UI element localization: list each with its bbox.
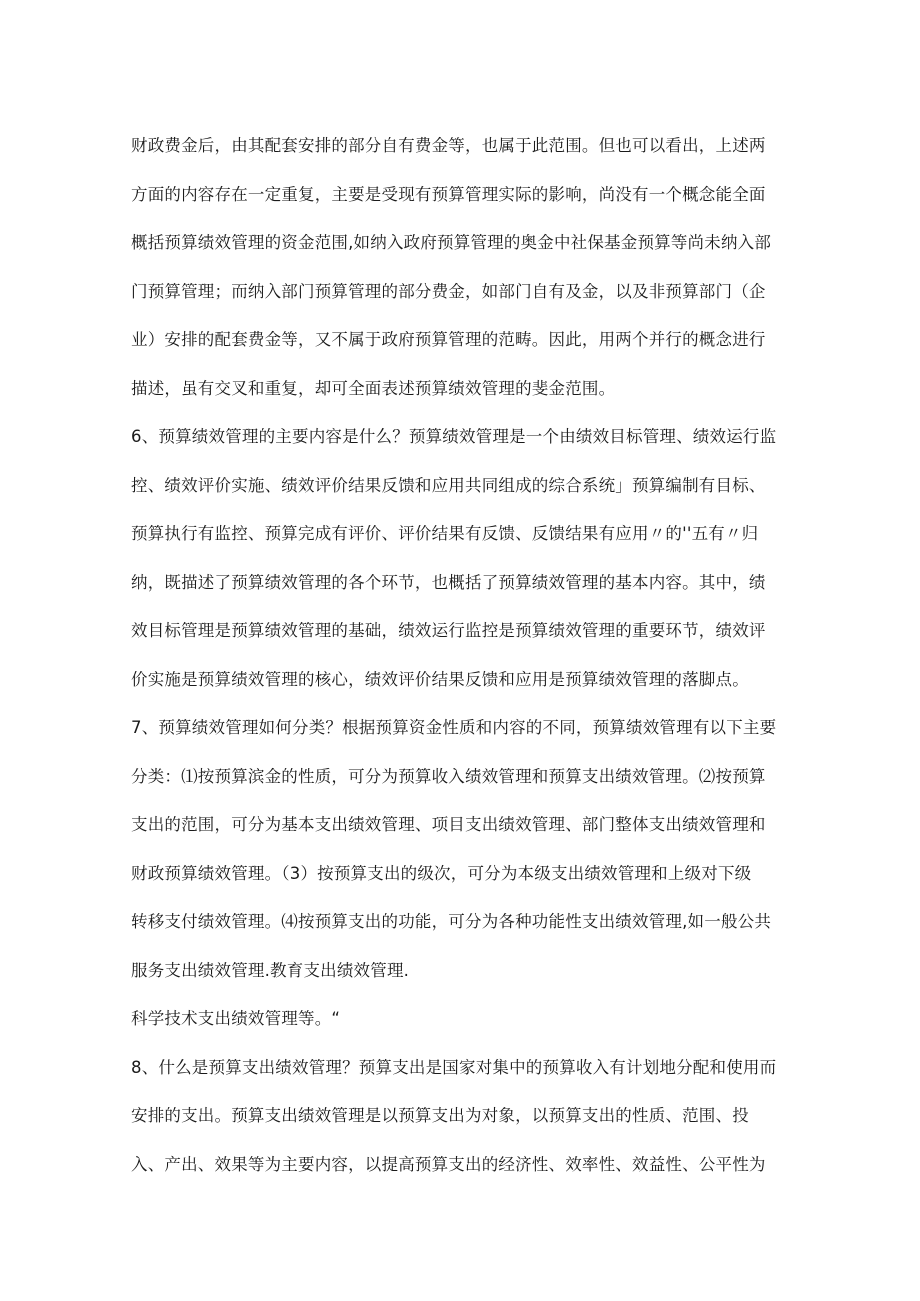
text-line: 纳，既描述了预算绩效管理的各个环节，也概括了预算绩效管理的基本内容。其中，绩 [131,572,766,592]
text-line: 转移支付绩效管理。⑷按预算支出的功能，可分为各种功能性支出绩效管理,如一般公共 [131,912,772,931]
text-line: 安排的支出。预算支出绩效管理是以预算支出为对象，以预算支出的性质、范围、投 [131,1106,749,1125]
text-line: 财政费金后，由其配套安排的部分自有费金等，也属于此范围。但也可以看出，上述两 [131,136,766,155]
text-line: 8、什么是预算支出绩效管理？预算支出是国家对集中的预算收入有计划地分配和使用而 [131,1057,777,1077]
text-line: 6、预算绩效管理的主要内容是什么？预算绩效管理是一个由绩效目标管理、绩效运行监 [131,427,777,446]
text-line: 业）安排的配套费金等，又不属于政府预算管理的范畴。因此，用两个并行的概念进行 [131,330,766,349]
document-body [131,122,791,1189]
text-line: 价实施是预算绩效管理的核心，绩效评价结果反馈和应用是预算绩效管理的落脚点。 [131,669,749,689]
text-line: 财政预算绩效管理。（3）按预算支出的级次，可分为本级支出绩效管理和上级对下级 [131,863,752,883]
text-line: 科学技术支出绩效管理等。“ [131,1009,341,1028]
text-line: 概括预算绩效管理的资金范围,如纳入政府预算管理的奥金中社保基金预算等尚未纳入部 [131,233,772,252]
text-line: 入、产出、效果等为主要内容，以提高预算支出的经济性、效率性、效益性、公平性为 [131,1154,766,1174]
text-line: 支出的范围，可分为基本支出绩效管理、项目支出绩效管理、部门整体支出绩效管理和 [131,815,766,834]
text-line: 分类：⑴按预算滨金的性质，可分为预算收入绩效管理和预算支出绩效管理。⑵按预算 [131,766,766,786]
text-line: 描述，虽有交叉和重复，却可全面表述预算绩效管理的斐金范围。 [131,378,616,398]
text-line: 服务支出绩效管理.教育支出绩效管理. [131,960,410,980]
text-line: 控、绩效评价实施、绩效评价结果反馈和应用共同组成的综合系统」预算编制有目标、 [131,475,766,495]
text-line: 7、预算绩效管理如何分类？根据预算资金性质和内容的不同，预算绩效管理有以下主要 [131,718,777,737]
text-line: 方面的内容存在一定重复，主要是受现有预算管理实际的影响，尚没有一个概念能全面 [131,184,766,204]
text-line: 门预算管理；而纳入部门预算管理的部分费金，如部门自有及金，以及非预算部门（企 [131,281,766,301]
text-line: 效目标管理是预算绩效管理的基础，绩效运行监控是预算绩效管理的重要环节，绩效评 [131,621,766,640]
text-line: 预算执行有监控、预算完成有评价、评价结果有反馈、反馈结果有应用〃的''五有〃归 [131,524,759,543]
